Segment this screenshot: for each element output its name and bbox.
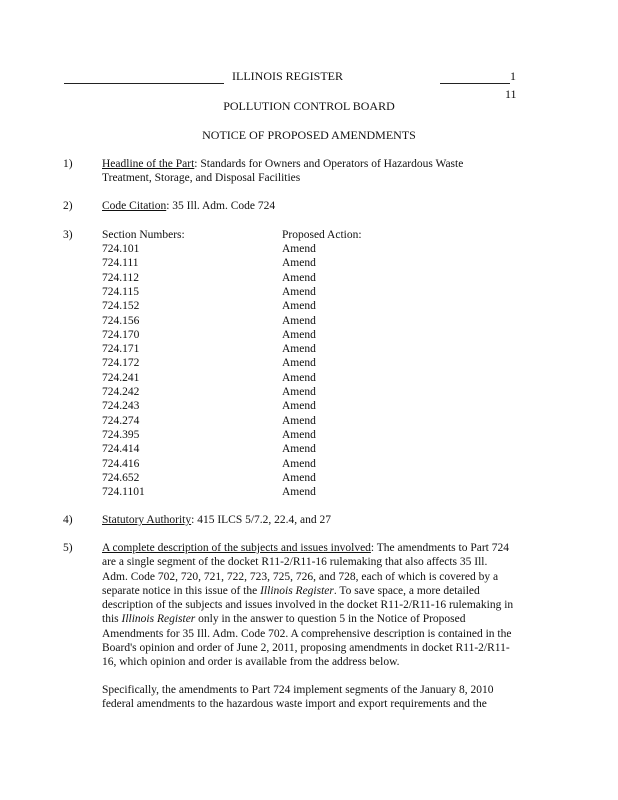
section-number: 724.395 [102,428,140,441]
item5-line2: are a single segment of the docket R11-2/R11-16 rulemaking that also affects 35 Ill. [102,556,488,569]
item1-line2: Treatment, Storage, and Disposal Facilities [102,172,301,184]
item4-number: 4) [63,514,73,526]
proposed-action: Amend [282,300,316,313]
section-number: 724.241 [102,371,140,384]
proposed-action: Amend [282,357,316,370]
proposed-action: Amend [282,400,316,413]
proposed-action: Amend [282,386,316,398]
proposed-action: Amend [282,343,316,356]
section-number: 724.1101 [102,486,145,499]
item4-line [102,513,331,527]
item5-line6 [102,612,538,626]
item2-line [102,199,275,213]
header-rule-left [64,83,224,84]
item5-line4-b: . To save space, a more detailed [333,584,480,597]
proposed-action: Amend [282,443,316,456]
item5-line6-italic: Illinois Register [121,613,196,626]
item2-text: : 35 Ill. Adm. Code 724 [166,200,276,212]
section-number: 724.172 [102,357,140,370]
section-number: 724.274 [102,414,140,427]
proposed-action: Amend [282,428,316,441]
section-number: 724.416 [102,457,140,470]
section-number: 724.242 [102,386,140,398]
section-number: 724.171 [102,343,140,356]
item5-paragraph2 [102,683,538,712]
item5-line6-a: this [102,613,122,626]
proposed-action: Amend [282,314,316,327]
section-number: 724.111 [102,257,139,270]
proposed-action: Amend [282,285,316,298]
item5-line4-italic: Illinois Register [260,584,334,597]
item5-p2-line2: federal amendments to the hazardous waste import and export requirements and the [102,698,487,711]
section-numbers-header: Section Numbers: [102,229,185,241]
item5-label: A complete description of the subjects and issues involved [102,542,371,554]
item1-line1 [102,157,463,171]
section-number: 724.101 [102,243,140,255]
section-number: 724.414 [102,443,140,456]
agency-name: POLLUTION CONTROL BOARD [223,99,395,113]
item5-line7: Amendments for 35 Ill. Adm. Code 702. A comprehensive description is contained in the [102,627,512,640]
proposed-action: Amend [282,243,316,255]
header-rule-right [440,83,510,84]
item4-text: : 415 ILCS 5/7.2, 22.4, and 27 [191,514,332,526]
register-title: ILLINOIS REGISTER [232,69,343,83]
item5-line4-a: separate notice in this issue of the [102,584,261,597]
item5-line1-rest: : The amendments to Part 724 [370,542,510,554]
proposed-action: Amend [282,257,316,270]
item1-label: Headline of the Part [102,158,195,170]
item5-line1 [102,541,538,555]
section-number: 724.112 [102,271,139,284]
proposed-action: Amend [282,486,316,499]
proposed-action: Amend [282,471,316,484]
item5-p2-line1: Specifically, the amendments to Part 724 implement segments of the January 8, 2010 [102,684,494,696]
item5-line6-b: only in the answer to question 5 in the Notice of Proposed [195,613,466,626]
proposed-action-header: Proposed Action: [282,229,362,241]
section-number: 724.152 [102,300,140,313]
proposed-action: Amend [282,414,316,427]
section-number: 724.652 [102,471,140,484]
section-number: 724.243 [102,400,140,413]
proposed-action: Amend [282,371,316,384]
page-number: 1 [510,69,516,83]
section-number: 724.170 [102,328,140,341]
page-suffix: 11 [505,87,517,101]
item5-line4 [102,584,538,598]
section-number: 724.156 [102,314,140,327]
item5-number: 5) [63,542,73,554]
proposed-action: Amend [282,271,316,284]
item3-number: 3) [63,229,73,241]
item5-line3: Adm. Code 702, 720, 721, 722, 723, 725, 726, and 728, each of which is covered by a [102,570,499,583]
item2-number: 2) [63,200,73,212]
item5-line8: Board's opinion and order of June 2, 2011, proposing amendments in docket R11-2/R11- [102,642,510,655]
item4-label: Statutory Authority [102,514,192,526]
item5-line5: description of the subjects and issues involved in the docket R11-2/R11-16 rulemaking in [102,599,514,612]
item1-text1: : Standards for Owners and Operators of Hazardous Waste [194,158,464,170]
item5-line9: 16, which opinion and order is available from the address below. [102,656,400,669]
proposed-action: Amend [282,457,316,470]
section-number: 724.115 [102,285,139,298]
item2-label: Code Citation [102,200,167,212]
notice-title: NOTICE OF PROPOSED AMENDMENTS [202,128,416,142]
proposed-action: Amend [282,328,316,341]
item1-number: 1) [63,158,73,170]
item5-paragraph1 [102,541,538,670]
